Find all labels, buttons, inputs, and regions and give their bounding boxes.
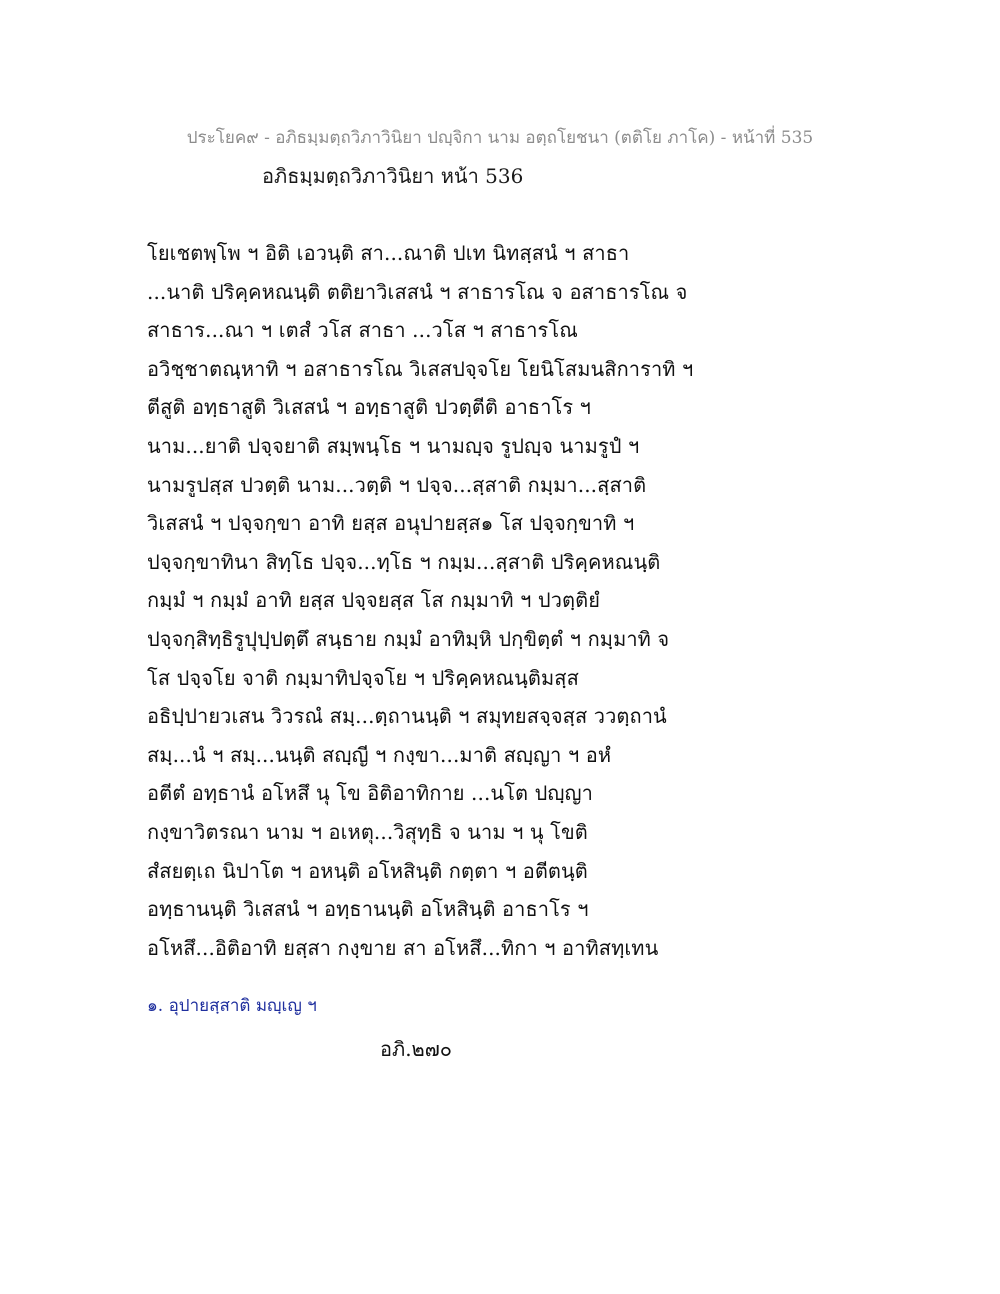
body-line: นาม...ยาติ ปจฺจยาติ สมฺพนฺโธ ฯ นามญฺจ รูปญฺจ นามรูปํ ฯ bbox=[147, 433, 640, 458]
body-line: อวิชฺชาตณฺหาทิ ฯ อสาธารโณ วิเสสปจฺจโย โยนิโสมนสิการาทิ ฯ bbox=[147, 356, 694, 381]
body-line: ตีสูติ อทฺธาสูติ วิเสสนํ ฯ อทฺธาสูติ ปวตฺตีติ อาธาโร ฯ bbox=[147, 395, 592, 420]
footnote: ๑. อุปายสฺสาติ มญฺเญ ฯ bbox=[147, 996, 317, 1016]
body-line: สํสยตฺเถ นิปาโต ฯ อหนฺติ อโหสินฺติ กตฺตา ฯ อตีตนฺติ bbox=[147, 858, 588, 883]
body-line: อธิปฺปายวเสน วิวรณํ สมฺ...ตฺถานนฺติ ฯ สมุทยสจฺจสฺส ววตฺถานํ bbox=[147, 704, 667, 729]
body-line: วิเสสนํ ฯ ปจฺจกฺขา อาทิ ยสฺส อนุปายสฺส๑ โส ปจฺจกฺขาทิ ฯ bbox=[147, 511, 635, 536]
body-line: โยเชตพฺโพ ฯ อิติ เอวนฺติ สา...ณาติ ปเท นิทสฺสนํ ฯ สาธา bbox=[147, 241, 630, 265]
running-head: ประโยค๙ - อภิธมฺมตฺถวิภาวินิยา ปญฺจิกา นาม อตฺถโยชนา (ตติโย ภาโค) - หน้าที่ 535 bbox=[186, 128, 814, 148]
body-line: ...นาติ ปริคฺคหณนฺติ ตติยาวิเสสนํ ฯ สาธารโณ จ อสาธารโณ จ bbox=[147, 279, 688, 304]
body-text bbox=[147, 238, 867, 971]
body-line: สมฺ...นํ ฯ สมฺ...นนฺติ สญฺญี ฯ กงฺขา...มาติ สญฺญา ฯ อหํ bbox=[147, 742, 612, 767]
body-line: โส ปจฺจโย จาติ กมฺมาทิปจฺจโย ฯ ปริคฺคหณนฺติมสฺส bbox=[147, 665, 579, 690]
body-line: นามรูปสฺส ปวตฺติ นาม...วตฺติ ฯ ปจฺจ...สฺสาติ กมฺมา...สฺสาติ bbox=[147, 472, 647, 497]
page-heading: อภิธมฺมตฺถวิภาวินิยา หน้า 536 bbox=[262, 164, 524, 188]
body-line: ปจฺจกฺขาทินา สิทฺโธ ปจฺจ...ทฺโธ ฯ กมฺม...สฺสาติ ปริคฺคหณนฺติ bbox=[147, 549, 661, 574]
body-line: สาธาร...ณา ฯ เตสํ วโส สาธา ...วโส ฯ สาธารโณ bbox=[147, 318, 578, 343]
folio-page-number: อภิ.๒๗๐ bbox=[380, 1037, 452, 1061]
body-line: กงฺขาวิตรณา นาม ฯ อเหตุ...วิสุทฺธิ จ นาม ฯ นุ โขติ bbox=[147, 819, 588, 844]
body-line: อโหสึ...อิติอาทิ ยสฺสา กงฺขาย สา อโหสึ...ทิกา ฯ อาทิสทฺเทน bbox=[147, 935, 659, 960]
body-line: ปจฺจกฺสิทฺธิรูปุปฺปตฺตึ สนฺธาย กมฺมํ อาทิมฺหิ ปกฺขิตฺตํ ฯ กมฺมาทิ จ bbox=[147, 626, 670, 651]
body-line: อตีตํ อทฺธานํ อโหสึ นุ โข อิติอาทิกาย ...นโต ปญฺญา bbox=[147, 781, 593, 806]
body-line: อทฺธานนฺติ วิเสสนํ ฯ อทฺธานนฺติ อโหสินฺติ อาธาโร ฯ bbox=[147, 897, 589, 922]
body-line: กมฺมํ ฯ กมฺมํ อาทิ ยสฺส ปจฺจยสฺส โส กมฺมาทิ ฯ ปวตฺติยํ bbox=[147, 588, 601, 613]
